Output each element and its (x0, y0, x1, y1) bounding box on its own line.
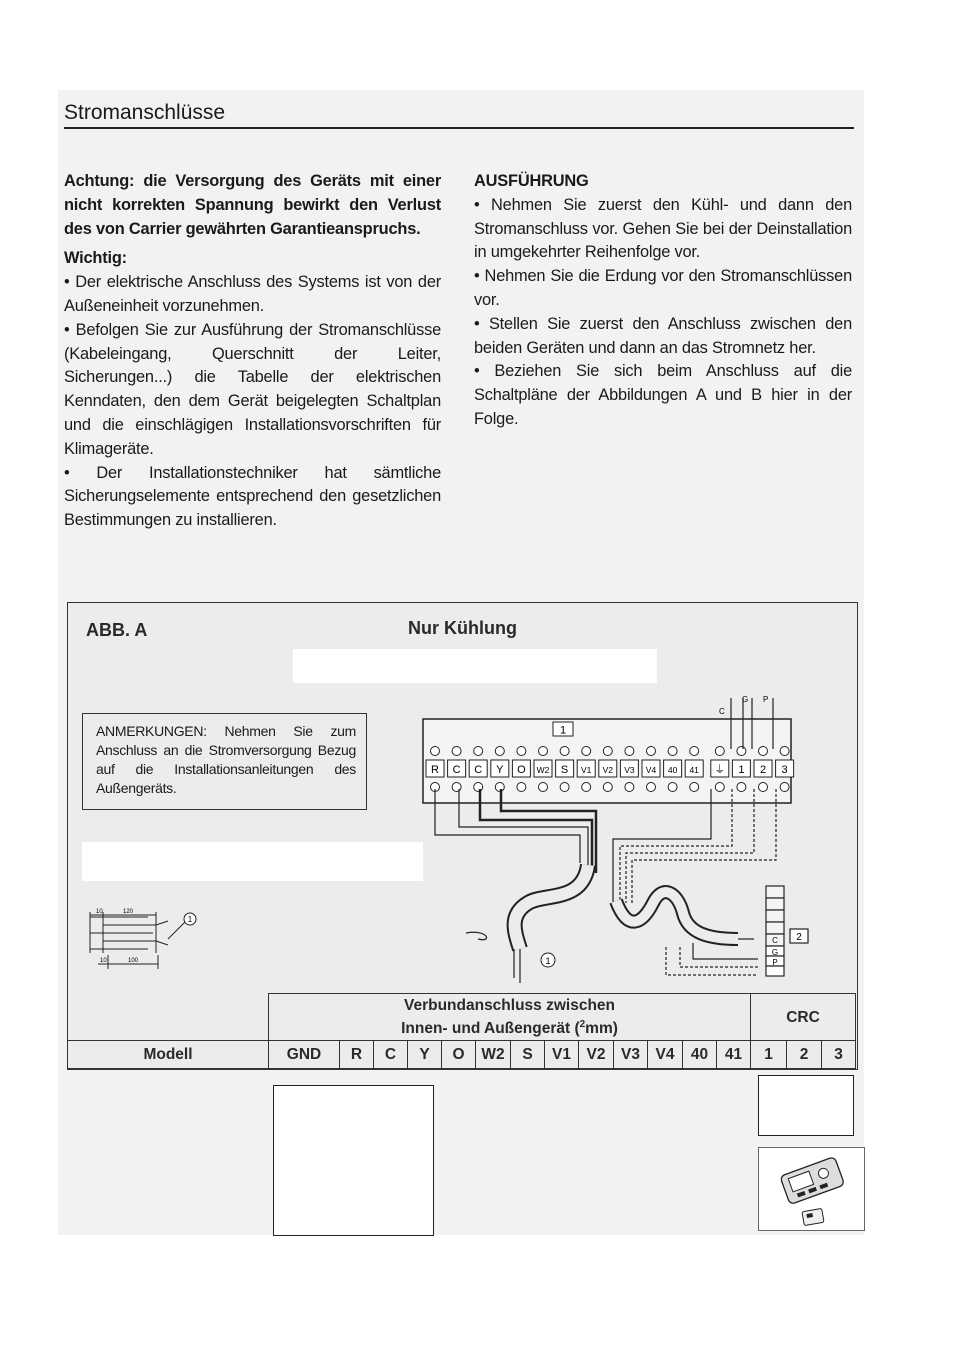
right-column (474, 170, 852, 432)
terminal-screw-top (431, 747, 440, 756)
terminal-screw-top (495, 747, 504, 756)
remote-letter-p: P (772, 958, 778, 967)
left-bullet-3: • Der Installationstechniker hat sämtliche Sicherungselemente entsprechend den gesetzlichen Bestimmungen zu installieren. (64, 463, 441, 530)
remote-letter-c: C (772, 936, 778, 945)
terminal-label: 40 (667, 765, 678, 775)
terminal-screw-top (668, 747, 677, 756)
feed-label-c: C (719, 707, 725, 716)
terminal-screw-top (759, 747, 768, 756)
terminal-label: V3 (624, 765, 635, 775)
wiring-diagram (68, 603, 859, 995)
dim-label: 100 (128, 958, 139, 964)
terminal-label: V1 (580, 765, 592, 775)
terminal-screw-top (737, 747, 746, 756)
terminal-label: O (517, 764, 526, 776)
column-header: V2 (579, 1041, 614, 1069)
terminal-screw-top (452, 747, 461, 756)
important-heading: Wichtig: (64, 249, 127, 268)
right-bullet-2: • Nehmen Sie die Erdung vor den Stromanschlüssen vor. (474, 267, 852, 309)
feed-label-p: P (763, 695, 769, 704)
column-header: S (511, 1041, 545, 1069)
column-header: 2 (787, 1041, 822, 1069)
terminal-screw-top (582, 747, 591, 756)
column-header: 40 (683, 1041, 717, 1069)
dim-label: 120 (123, 909, 134, 915)
terminal-screw-top (780, 747, 789, 756)
terminal-screw-bottom (715, 783, 724, 792)
terminal-screw-top (517, 747, 526, 756)
column-header: V1 (545, 1041, 579, 1069)
strip-item-label: 1 (187, 915, 193, 924)
terminal-label: 1 (738, 764, 745, 776)
page-title: Stromanschlüsse (64, 101, 226, 124)
column-header: 1 (751, 1041, 787, 1069)
terminal-screw-top (647, 747, 656, 756)
left-column (64, 170, 441, 533)
remote-id-label: 2 (796, 932, 802, 943)
column-header: Modell (68, 1041, 269, 1069)
terminal-screw-bottom (517, 783, 526, 792)
wires (435, 789, 776, 903)
empty-box (273, 1085, 434, 1236)
dim-label: 10 (100, 958, 107, 964)
terminal-label: V2 (602, 765, 614, 775)
right-bullet-1: • Nehmen Sie zuerst den Kühl- und dann den Stromanschluss vor. Gehen Sie bei der Deinstallation in umgekehrter Reihenfolge vor. (474, 195, 852, 262)
terminal-screw-top (560, 747, 569, 756)
terminal-screw-top (690, 747, 699, 756)
empty-box (758, 1075, 854, 1136)
crc-header: CRC (751, 994, 856, 1041)
terminal-label: V4 (645, 765, 657, 775)
terminal-screw-bottom (668, 783, 677, 792)
terminal-label: 41 (689, 765, 699, 775)
notes-box: ANMERKUNGEN: Nehmen Sie zum Anschluss an die Stromversorgung Bezug auf die Installationsanleitungen des Außengeräts. (82, 713, 367, 810)
terminal-label: ⏚ (714, 764, 726, 776)
cable-bundle (466, 865, 758, 983)
terminal-screw-bottom (582, 783, 591, 792)
left-bullet-1: • Der elektrische Anschluss des Systems ist von der Außeneinheit vorzunehmen. (64, 273, 441, 315)
terminal-label: C (474, 764, 483, 776)
column-header: GND (269, 1041, 340, 1069)
terminal-label: 2 (759, 764, 767, 776)
terminal-row (426, 747, 794, 792)
terminal-screw-bottom (603, 783, 612, 792)
column-header-row (68, 1041, 856, 1069)
terminal-screw-top (474, 747, 483, 756)
column-header: W2 (476, 1041, 511, 1069)
terminal-label: S (560, 764, 569, 776)
figure-heading: Nur Kühlung (408, 618, 517, 638)
right-bullet-4: • Beziehen Sie sich beim Anschluss auf die Schaltpläne der Abbildungen A und B hier in der Folge. (474, 362, 852, 428)
warning-text: Achtung: die Versorgung des Geräts mit einer nicht korrekten Spannung bewirkt den Verlust des von Carrier gewährten Garantieanspruchs. (64, 172, 441, 238)
terminal-screw-bottom (452, 783, 461, 792)
execution-heading: AUSFÜHRUNG (474, 172, 589, 190)
column-header: C (374, 1041, 408, 1069)
group-header: Verbundanschluss zwischen Innen- und Außengerät ($^2$mm) (269, 994, 751, 1041)
column-header: O (442, 1041, 476, 1069)
block-id-label: 1 (559, 724, 567, 737)
terminal-label: Y (496, 764, 504, 776)
column-header: V3 (614, 1041, 648, 1069)
terminal-screw-bottom (759, 783, 768, 792)
terminal-label: 3 (781, 764, 788, 776)
terminal-screw-top (539, 747, 548, 756)
left-bullet-2: • Befolgen Sie zur Ausführung der Stromanschlüsse (Kabeleingang, Querschnitt der Leiter, Sicherungen...) die Tabelle der elektrischen Kenndaten, den dem Gerät beigelegten Schaltplan und die einschlägigen Installationsvorschriften für Klimageräte. (64, 320, 441, 458)
terminal-label: W2 (536, 765, 550, 775)
column-header: V4 (648, 1041, 683, 1069)
terminal-label: R (431, 764, 439, 776)
cable-item-label: 1 (545, 956, 551, 966)
title-divider (64, 127, 854, 129)
terminal-screw-bottom (474, 783, 483, 792)
terminal-screw-bottom (560, 783, 569, 792)
remote-control-icon (759, 1148, 866, 1232)
remote-letter-g: G (771, 948, 779, 957)
terminal-screw-top (625, 747, 634, 756)
terminal-screw-bottom (539, 783, 548, 792)
column-header: 3 (822, 1041, 856, 1069)
column-header: Y (408, 1041, 442, 1069)
table-spacer (68, 994, 269, 1041)
right-bullet-3: • Stellen Sie zuerst den Anschluss zwischen den beiden Geräten und dann an das Stromnetz her. (474, 314, 852, 357)
terminal-screw-bottom (625, 783, 634, 792)
feed-label-g: G (742, 695, 749, 704)
column-header: R (340, 1041, 374, 1069)
remote-control-image (758, 1147, 865, 1231)
terminal-screw-top (603, 747, 612, 756)
connection-table (67, 993, 856, 1069)
terminal-screw-bottom (737, 783, 746, 792)
terminal-label: C (452, 764, 461, 776)
terminal-screw-bottom (690, 783, 699, 792)
figure-label: ABB. A (86, 620, 148, 640)
terminal-screw-bottom (780, 783, 789, 792)
terminal-screw-bottom (647, 783, 656, 792)
terminal-screw-top (715, 747, 724, 756)
column-header: 41 (717, 1041, 751, 1069)
dim-label: 10 (96, 909, 103, 915)
